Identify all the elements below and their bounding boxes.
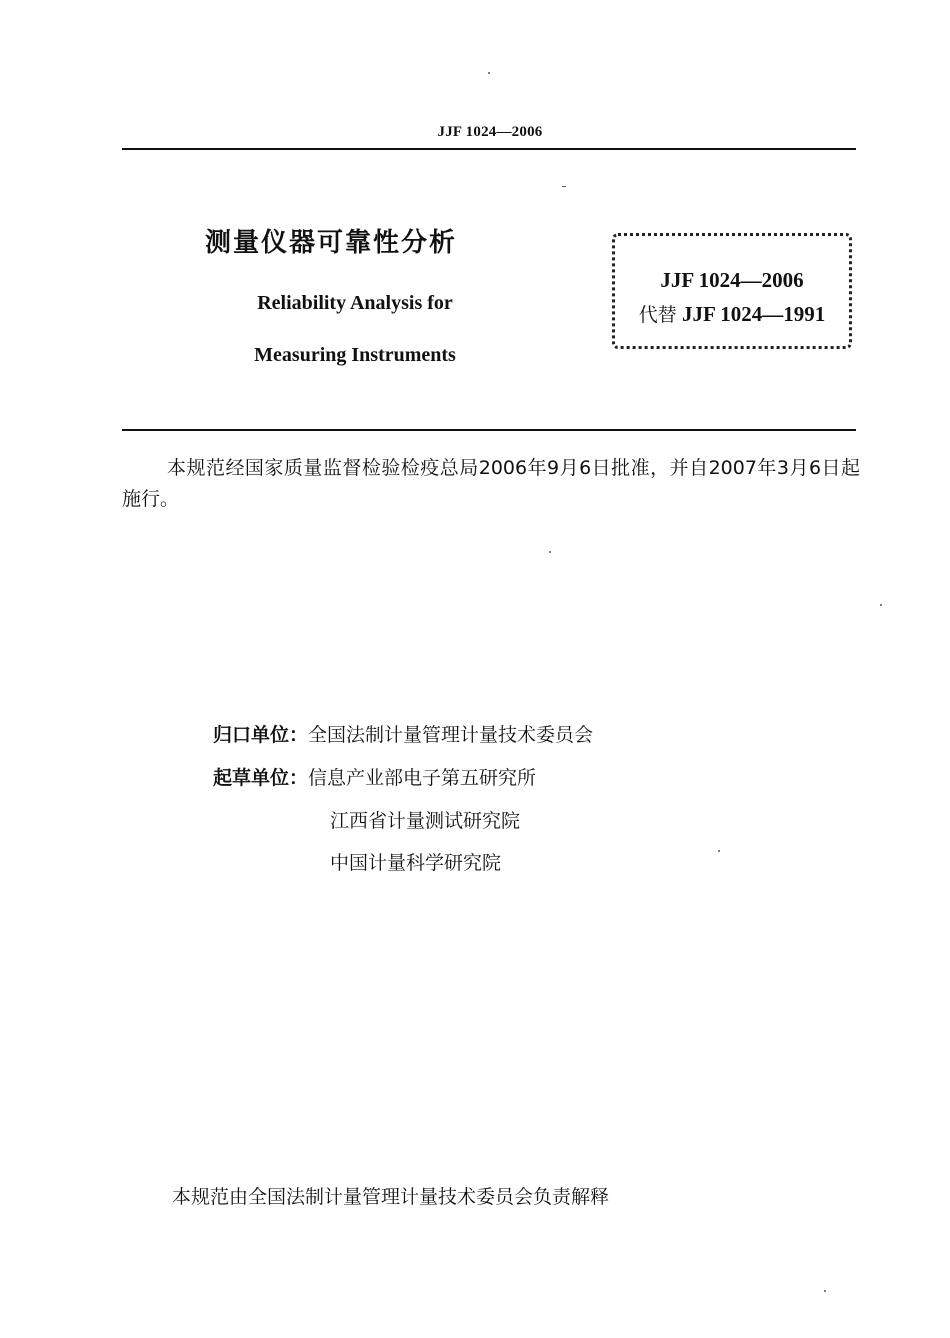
responsible-unit-value: 全国法制计量管理计量技术委员会	[308, 724, 594, 746]
header-rule	[122, 148, 856, 150]
drafting-unit-row	[213, 763, 536, 790]
scan-speck	[718, 850, 720, 852]
replaced-code-line	[615, 300, 849, 327]
title-chinese: 测量仪器可靠性分析	[205, 228, 458, 258]
drafting-unit-1: 信息产业部电子第五研究所	[308, 767, 537, 789]
replaced-code: JJF 1024—1991	[681, 302, 826, 326]
responsible-unit-row	[213, 720, 593, 747]
drafting-unit-2: 江西省计量测试研究院	[330, 810, 521, 832]
scan-speck	[549, 551, 551, 553]
footer-note: 本规范由全国法制计量管理计量技术委员会负责解释	[172, 1186, 610, 1208]
code-box	[612, 233, 852, 349]
section-rule	[122, 429, 856, 431]
title-english-line2: Measuring Instruments	[254, 344, 456, 366]
current-code: JJF 1024—2006	[660, 268, 804, 292]
scan-speck	[880, 604, 882, 606]
replaces-prefix: 代替	[638, 304, 677, 326]
title-english-line1: Reliability Analysis for	[257, 292, 453, 314]
scan-speck	[562, 186, 566, 187]
responsible-unit-label: 归口单位：	[213, 724, 309, 746]
approval-text: 本规范经国家质量监督检验检疫总局2006年9月6日批准，并自2007年3月6日起施行。	[122, 457, 860, 510]
drafting-unit-3: 中国计量科学研究院	[330, 852, 502, 874]
drafting-unit-label: 起草单位：	[213, 767, 309, 789]
header-code: JJF 1024—2006	[437, 124, 543, 140]
scan-speck	[824, 1290, 826, 1292]
scan-speck	[488, 72, 490, 74]
